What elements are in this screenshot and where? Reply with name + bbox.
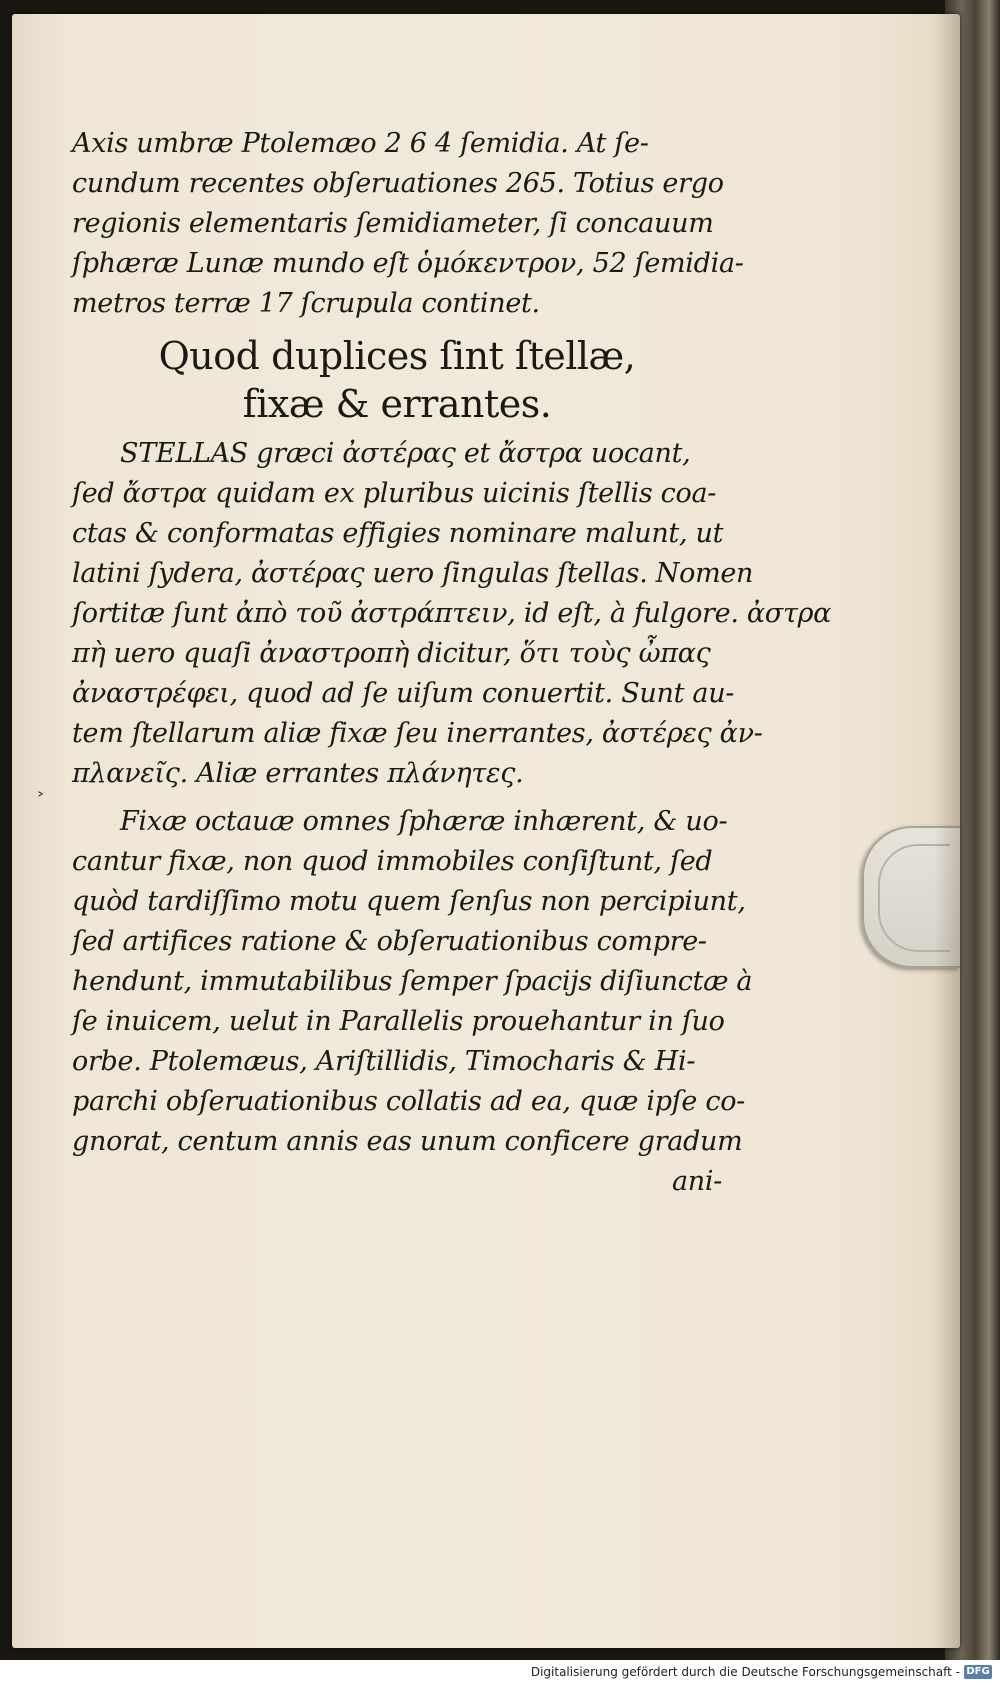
section-heading-line-1: Quod duplices ſint ſtellæ, xyxy=(158,334,636,378)
text-line: regionis elementaris ſemidiameter, ſi concauum xyxy=(72,208,714,239)
funding-credit: Digitalisierung gefördert durch die Deutsche Forschungsgemeinschaft - xyxy=(530,1665,960,1679)
text-line: parchi obſeruationibus collatis ad ea, quæ ipſe co- xyxy=(72,1086,745,1117)
text-line: cundum recentes obſeruationes 265. Totius ergo xyxy=(72,168,724,199)
text-line: ſortitæ ſunt ἀπὸ τοῦ ἀστράπτειν, id eſt, à fulgore. ἀστρα xyxy=(72,598,832,629)
text-line: cantur fixæ, non quod immobiles conſiſtunt, ſed xyxy=(72,846,713,877)
opening-paragraph xyxy=(72,124,744,324)
text-line: orbe. Ptolemæus, Ariſtillidis, Timocharis & Hi- xyxy=(72,1046,696,1077)
catchword: ani- xyxy=(671,1166,722,1197)
paragraph-stellas xyxy=(72,434,832,794)
text-line: ſed artifices ratione & obſeruationibus compre- xyxy=(72,926,707,957)
text-line: πὴ uero quaſi ἀναστροπὴ dicitur, ὅτι τοὺς ὦπας xyxy=(72,638,711,669)
paragraph-fixae xyxy=(72,802,753,1162)
text-line: Axis umbræ Ptolemæo 2 6 4 ſemidia. At ſe- xyxy=(72,128,649,159)
text-line: gnorat, centum annis eas unum conficere gradum xyxy=(72,1126,743,1157)
section-heading-line-2: fixæ & errantes. xyxy=(242,382,552,426)
page-text xyxy=(72,118,832,1202)
text-line: ſed ἄστρα quidam ex pluribus uicinis ſtellis coa- xyxy=(72,478,717,509)
text-line: ſphæræ Lunæ mundo eſt ὁμόκεντρον, 52 ſemidia- xyxy=(72,248,744,279)
footer-bar xyxy=(0,1660,1000,1685)
text-line: STELLAS græci ἀστέρας et ἄστρα uocant, xyxy=(120,438,691,469)
text-line: metros terræ 17 ſcrupula continet. xyxy=(72,288,540,319)
dfg-logo: DFG xyxy=(964,1665,992,1679)
text-line: latini ſydera, ἀστέρας uero ſingulas ſtellas. Nomen xyxy=(72,558,754,589)
margin-mark: ˃ xyxy=(36,790,45,811)
text-line: ſe inuicem, uelut in Parallelis prouehantur in ſuo xyxy=(72,1006,725,1037)
text-line: ctas & conformatas effigies nominare malunt, ut xyxy=(72,518,724,549)
text-line: tem ſtellarum aliæ fixæ ſeu inerrantes, ἀστέρες ἀν- xyxy=(72,718,763,749)
text-line: Fixæ octauæ omnes ſphæræ inhærent, & uo- xyxy=(120,806,728,837)
text-line: ἀναστρέφει, quod ad ſe uiſum conuertit. Sunt au- xyxy=(72,678,735,709)
text-line: πλανεῖς. Aliæ errantes πλάνητες. xyxy=(72,758,524,789)
page-clip xyxy=(862,826,960,968)
text-line: hendunt, immutabilibus ſemper ſpacijs diſiunctæ à xyxy=(72,966,753,997)
text-line: quòd tardiſſimo motu quem ſenſus non percipiunt, xyxy=(72,886,746,917)
